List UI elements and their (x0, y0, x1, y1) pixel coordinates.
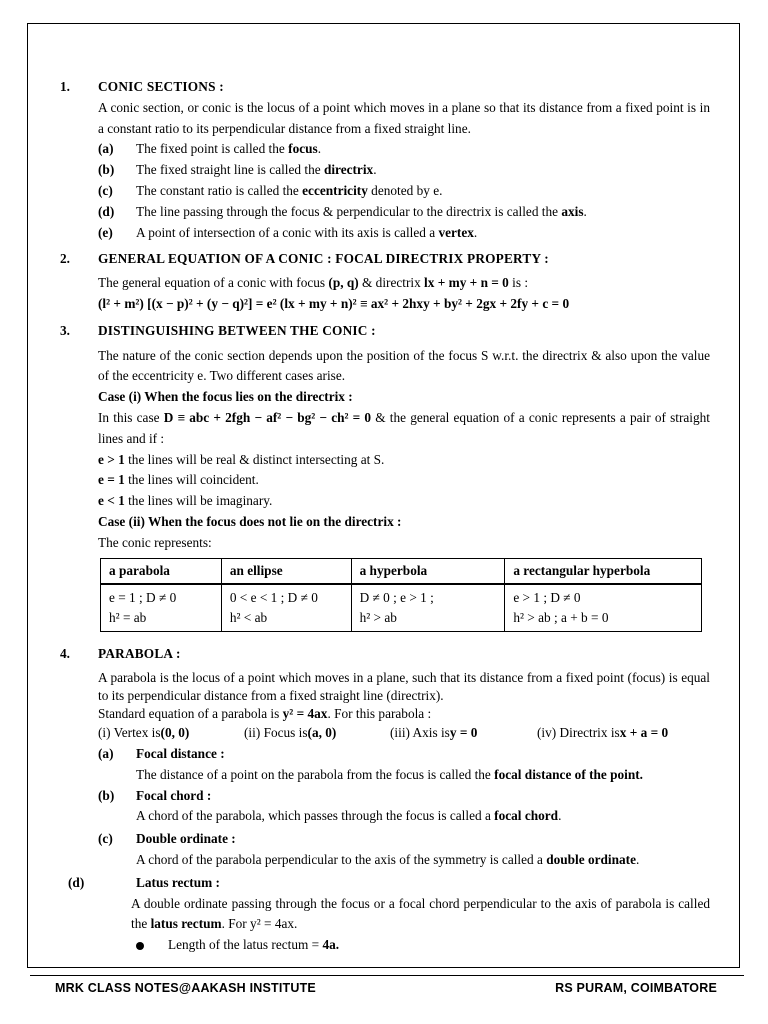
focal-chord-text: A chord of the parabola, which passes through the focus is called a focal chord. (136, 808, 562, 824)
section-number: 3. (60, 322, 70, 338)
section-distinguishing (60, 321, 710, 633)
footer-divider (30, 975, 744, 976)
focal-distance-text: The distance of a point on the parabola from the focus is called the focal distance of the point. (136, 766, 643, 782)
section-intro: A conic section, or conic is the locus of a point which moves in a plane so that its distance from a fixed point is in a constant ratio to its perpendicular distance from a fixed straight line. (98, 99, 710, 136)
document-body (60, 77, 710, 956)
standard-equation: Standard equation of a parabola is y² = 4ax. For this parabola : (98, 706, 432, 722)
parabola-properties: (i) Vertex is(0, 0) (ii) Focus is(a, 0) (iii) Axis isy = 0 (iv) Directrix isx + a = 0 (98, 725, 669, 741)
conic-represents: The conic represents: (98, 534, 212, 550)
latus-rectum-text: A double ordinate passing through the focus or a focal chord perpendicular to the axis of parabola is called the latus rectum. For y² = 4ax. (131, 895, 710, 932)
section-number: 4. (60, 646, 70, 662)
list-item: (d) The line passing through the focus & perpendicular to the directrix is called the axis. (98, 203, 587, 219)
table-cell: e > 1 ; D ≠ 0 h² > ab ; a + b = 0 (505, 584, 702, 632)
list-item: (b) The fixed straight line is called the directrix. (98, 162, 377, 178)
section-title: GENERAL EQUATION OF A CONIC : FOCAL DIRECTRIX PROPERTY : (98, 251, 549, 267)
section-parabola (60, 644, 710, 956)
section-number: 2. (60, 251, 70, 267)
case-1-text: In this case D ≡ abc + 2fgh − af² − bg² − ch² = 0 & the general equation of a conic represents a pair of straight lines and if : (98, 409, 710, 446)
footer-right-text: RS PURAM, COIMBATORE (555, 981, 717, 995)
table-header: an ellipse (221, 558, 351, 584)
focal-distance: (a) Focal distance : (98, 745, 225, 761)
table-cell: e = 1 ; D ≠ 0 h² = ab (101, 584, 222, 632)
section-conic-sections (60, 77, 710, 243)
eccentricity-line: e < 1 the lines will be imaginary. (98, 493, 273, 509)
focal-chord: (b) Focal chord : (98, 787, 212, 803)
list-item: (e) A point of intersection of a conic with its axis is called a vertex. (98, 224, 478, 240)
conic-table (100, 558, 702, 633)
section-number: 1. (60, 79, 70, 94)
latus-rectum-length: Length of the latus rectum = 4a. (98, 935, 710, 956)
case-2-title: Case (ii) When the focus does not lie on the directrix : (98, 513, 402, 529)
bullet-icon (136, 942, 144, 950)
latus-rectum: (d) Latus rectum : (68, 874, 220, 890)
eccentricity-line: e > 1 the lines will be real & distinct intersecting at S. (98, 451, 385, 467)
double-ordinate-text: A chord of the parabola perpendicular to the axis of the symmetry is called a double ordinate. (136, 851, 640, 867)
table-header: a rectangular hyperbola (505, 558, 702, 584)
section-intro: The nature of the conic section depends upon the position of the focus S w.r.t. the directrix & also upon the value of the eccentricity e. Two different cases arise. (98, 347, 710, 384)
eccentricity-line: e = 1 the lines will coincident. (98, 472, 259, 488)
table-cell: 0 < e < 1 ; D ≠ 0 h² < ab (221, 584, 351, 632)
table-cell: D ≠ 0 ; e > 1 ; h² > ab (351, 584, 505, 632)
table-header: a hyperbola (351, 558, 505, 584)
section-title: DISTINGUISHING BETWEEN THE CONIC : (98, 322, 376, 338)
general-equation-text: The general equation of a conic with focus (p, q) & directrix lx + my + n = 0 is : (98, 275, 529, 291)
general-equation: (l² + m²) [(x − p)² + (y − q)²] = e² (lx + my + n)² ≡ ax² + 2hxy + by² + 2gx + 2fy + c = 0 (98, 295, 570, 311)
list-item: (c) The constant ratio is called the eccentricity denoted by e. (98, 182, 443, 198)
footer-left-text: MRK CLASS NOTES@AAKASH INSTITUTE (55, 981, 316, 995)
section-title: PARABOLA : (98, 646, 181, 662)
list-item: (a) The fixed point is called the focus. (98, 141, 322, 157)
section-general-equation (60, 249, 710, 314)
table-header: a parabola (101, 558, 222, 584)
double-ordinate: (c) Double ordinate : (98, 831, 236, 847)
case-1-title: Case (i) When the focus lies on the directrix : (98, 389, 353, 405)
section-title: CONIC SECTIONS : (98, 79, 224, 94)
section-intro: A parabola is the locus of a point which moves in a plane, such that its distance from a fixed point (focus) is equal to its perpendicular distance from a fixed straight line (directrix). (98, 670, 710, 704)
table-row (101, 584, 702, 632)
